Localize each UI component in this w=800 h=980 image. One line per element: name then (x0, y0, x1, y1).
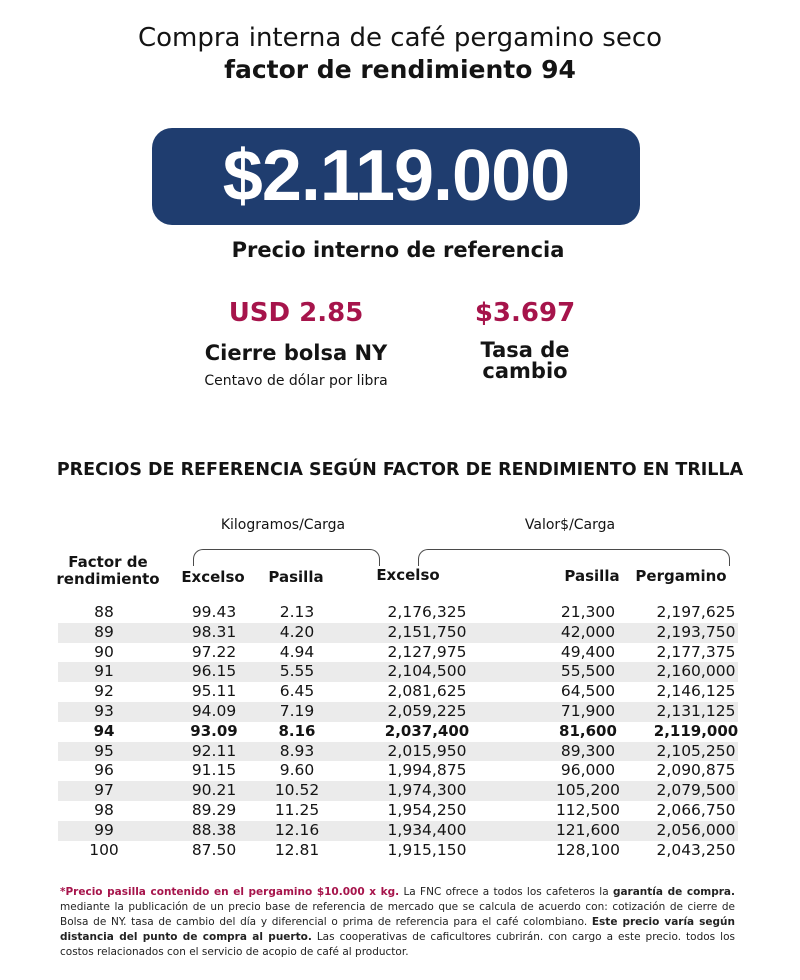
cell-excelso-kg: 97.22 (191, 642, 237, 661)
footnote (60, 885, 735, 960)
cell-excelso-value: 1,954,250 (387, 801, 467, 819)
footnote-guarantee: garantía de compra. (612, 886, 736, 898)
cell-pasilla-value: 89,300 (560, 741, 616, 760)
cell-pasilla-kg: 2.13 (279, 603, 315, 621)
table-row (58, 742, 738, 762)
cell-pasilla-kg: 12.16 (274, 820, 320, 839)
cell-pergamino-value: 2,043,250 (656, 840, 736, 859)
footnote-text: La FNC ofrece a todos los cafeteros la (399, 886, 613, 898)
cell-pergamino-value: 2,131,125 (656, 702, 736, 720)
reference-price-banner (152, 128, 640, 225)
footnote-distance-note: Este precio varía según distancia del punto de compra al puerto. (60, 916, 736, 943)
cell-excelso-value: 1,915,150 (387, 840, 467, 859)
cell-excelso-value: 2,015,950 (387, 741, 467, 760)
cell-pergamino-value: 2,066,750 (656, 801, 736, 819)
cell-pasilla-kg: 11.25 (274, 801, 320, 819)
cell-pasilla-kg: 9.60 (279, 761, 315, 780)
exchange-rate-label-line: Tasa de (480, 337, 570, 362)
table-row (58, 623, 738, 643)
cell-factor: 88 (94, 603, 114, 621)
cell-factor: 90 (94, 642, 114, 661)
footnote-pasilla-note: *Precio pasilla contenido en el pergamino $10.000 x kg. (60, 886, 400, 898)
cell-factor: 89 (94, 622, 114, 641)
cell-pergamino-value: 2,119,000 (653, 721, 739, 740)
cell-excelso-value: 1,994,875 (387, 761, 467, 780)
ny-close-unit: Centavo de dólar por libra (204, 373, 388, 389)
cell-pergamino-value: 2,079,500 (656, 781, 736, 800)
cell-factor: 93 (94, 702, 114, 720)
cell-pasilla-value: 71,900 (560, 702, 616, 720)
column-header-line: Factor de (68, 552, 148, 571)
cell-excelso-kg: 88.38 (191, 820, 237, 839)
ny-close-indicator (186, 296, 406, 396)
cell-excelso-value: 2,059,225 (387, 702, 467, 720)
cell-excelso-kg: 99.43 (191, 603, 237, 621)
cell-excelso-kg: 93.09 (190, 721, 238, 740)
cell-excelso-kg: 95.11 (191, 682, 237, 701)
cell-factor: 95 (94, 741, 114, 760)
cell-pasilla-value: 49,400 (560, 642, 616, 661)
cell-excelso-kg: 94.09 (191, 702, 237, 720)
table-row (58, 821, 738, 841)
cell-pergamino-value: 2,090,875 (656, 761, 736, 780)
cell-excelso-value: 2,081,625 (387, 682, 467, 701)
cell-pasilla-value: 64,500 (560, 682, 616, 701)
cell-factor: 94 (93, 721, 115, 740)
column-header-pergamino-value: Pergamino (635, 567, 727, 585)
cell-excelso-kg: 98.31 (191, 622, 237, 641)
cell-excelso-value: 2,104,500 (387, 662, 467, 681)
table-row (58, 781, 738, 801)
column-header-excelso-value: Excelso (376, 566, 440, 584)
column-header-factor (56, 554, 160, 588)
cell-excelso-kg: 92.11 (191, 741, 237, 760)
cell-factor: 92 (94, 682, 114, 701)
cell-factor: 97 (94, 781, 114, 800)
cell-factor: 96 (94, 761, 114, 780)
table-row (58, 722, 738, 742)
cell-excelso-value: 2,037,400 (384, 721, 470, 740)
cell-pergamino-value: 2,193,750 (656, 622, 736, 641)
table-row (58, 702, 738, 722)
cell-excelso-kg: 96.15 (191, 662, 237, 681)
cell-pasilla-kg: 4.20 (279, 622, 315, 641)
table-row (58, 603, 738, 623)
cell-factor: 98 (94, 801, 114, 819)
ny-close-label: Cierre bolsa NY (204, 341, 388, 365)
cell-excelso-kg: 87.50 (191, 840, 237, 859)
cell-pergamino-value: 2,146,125 (656, 682, 736, 701)
cell-pasilla-value: 21,300 (560, 603, 616, 621)
column-header-line: rendimiento (56, 569, 160, 588)
cell-pergamino-value: 2,177,375 (656, 642, 736, 661)
cell-pasilla-value: 81,600 (559, 721, 617, 740)
exchange-rate-label-line: cambio (482, 358, 568, 383)
cell-pasilla-value: 105,200 (555, 781, 621, 800)
cell-excelso-value: 1,974,300 (387, 781, 467, 800)
cell-excelso-value: 2,127,975 (387, 642, 467, 661)
table-row (58, 841, 738, 861)
exchange-rate-value: $3.697 (474, 298, 576, 328)
cell-excelso-kg: 91.15 (191, 761, 237, 780)
cell-pasilla-kg: 12.81 (274, 840, 320, 859)
cell-pergamino-value: 2,105,250 (656, 741, 736, 760)
cell-excelso-value: 2,151,750 (387, 622, 467, 641)
cell-pasilla-value: 96,000 (560, 761, 616, 780)
cell-excelso-value: 1,934,400 (387, 820, 467, 839)
cell-pasilla-value: 121,600 (555, 820, 621, 839)
kg-group-bracket (193, 549, 380, 566)
cell-pasilla-kg: 5.55 (279, 662, 315, 681)
cell-excelso-value: 2,176,325 (387, 603, 467, 621)
footnote-text: mediante la publicación de un precio base de referencia de mercado que se calcula de acuerdo con: cotización de cierre de Bolsa de NY. tasa de cambio del día y diferencial o prima de referencia para el café colombiano. (60, 901, 735, 928)
cell-excelso-kg: 89.29 (191, 801, 237, 819)
reference-price-label: Precio interno de referencia (231, 238, 565, 262)
cell-pasilla-kg: 7.19 (279, 702, 315, 720)
column-header-pasilla-value: Pasilla (564, 567, 620, 585)
price-table-body (58, 603, 738, 861)
cell-pasilla-value: 112,500 (555, 801, 621, 819)
cell-pergamino-value: 2,056,000 (656, 820, 736, 839)
table-row (58, 682, 738, 702)
page-subtitle: factor de rendimiento 94 (224, 55, 576, 84)
cell-pasilla-kg: 4.94 (279, 642, 315, 661)
cell-factor: 99 (94, 820, 114, 839)
table-row (58, 643, 738, 663)
column-header-pasilla-kg: Pasilla (268, 568, 324, 586)
cell-pasilla-kg: 8.16 (278, 721, 316, 740)
reference-price-value: $2.119.000 (222, 136, 570, 216)
cell-pasilla-kg: 8.93 (279, 741, 315, 760)
cell-factor: 100 (89, 840, 119, 859)
cell-pergamino-value: 2,160,000 (656, 662, 736, 681)
table-row (58, 662, 738, 682)
cell-pasilla-value: 55,500 (560, 662, 616, 681)
cell-factor: 91 (94, 662, 114, 681)
cell-excelso-kg: 90.21 (191, 781, 237, 800)
group-label-value: Valor$/Carga (524, 517, 616, 533)
column-header-excelso-kg: Excelso (181, 568, 245, 586)
value-group-bracket (418, 549, 730, 566)
cell-pasilla-kg: 10.52 (274, 781, 320, 800)
footnote-text: Las cooperativas de caficultores cubrirán. con cargo a este precio. todos los costos relacionados con el servicio de acopio de café al productor. (60, 931, 735, 958)
cell-pasilla-value: 42,000 (560, 622, 616, 641)
exchange-rate-indicator (425, 296, 625, 386)
exchange-rate-label (425, 337, 625, 383)
ny-close-value: USD 2.85 (228, 298, 364, 328)
group-label-kg: Kilogramos/Carga (220, 517, 346, 533)
cell-pasilla-kg: 6.45 (279, 682, 315, 701)
cell-pasilla-value: 128,100 (555, 840, 621, 859)
table-row (58, 761, 738, 781)
page-title: Compra interna de café pergamino seco (137, 23, 663, 53)
table-heading: PRECIOS DE REFERENCIA SEGÚN FACTOR DE RENDIMIENTO EN TRILLA (56, 460, 744, 480)
table-row (58, 801, 738, 821)
cell-pergamino-value: 2,197,625 (656, 603, 736, 621)
